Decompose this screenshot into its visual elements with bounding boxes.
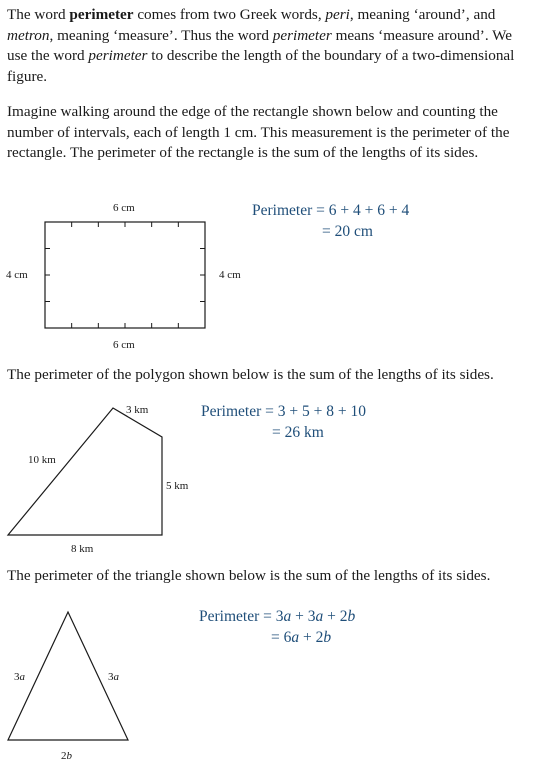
triangle-formula-line1: Perimeter = 3a + 3a + 2b bbox=[199, 608, 356, 625]
rectangle-formula-line1: Perimeter = 6 + 4 + 6 + 4 bbox=[252, 202, 410, 219]
triangle-bottom-label: 2b bbox=[61, 750, 72, 762]
rectangle-left-label: 4 cm bbox=[6, 269, 28, 281]
rectangle-formula-line2: = 20 cm bbox=[322, 223, 373, 240]
rectangle-interval-ticks bbox=[45, 222, 205, 328]
intro-paragraph: The word perimeter comes from two Greek words, peri, meaning ‘around’, and metron, meaning ‘measure’. Thus the word perimeter means ‘measure around’. We use the word perimeter to describe the length of the boundary of a two-dimensional figure. bbox=[7, 6, 515, 85]
triangle-left-label: 3a bbox=[14, 671, 25, 683]
polygon-slant-label: 10 km bbox=[28, 454, 56, 466]
polygon-shape bbox=[8, 408, 162, 535]
rectangle-shape bbox=[45, 222, 205, 328]
triangle-formula-line2: = 6a + 2b bbox=[271, 629, 332, 646]
polygon-top-label: 3 km bbox=[126, 404, 149, 416]
rectangle-paragraph: Imagine walking around the edge of the rectangle shown below and counting the number of intervals, each of length 1 cm. This measurement is the perimeter of the rectangle. The perimeter of the rectangle is the sum of the lengths of its sides. bbox=[7, 103, 510, 161]
polygon-paragraph: The perimeter of the polygon shown below is the sum of the lengths of its sides. bbox=[7, 366, 494, 383]
rectangle-bottom-label: 6 cm bbox=[113, 339, 135, 351]
polygon-formula-line2: = 26 km bbox=[272, 424, 324, 441]
triangle-paragraph: The perimeter of the triangle shown below is the sum of the lengths of its sides. bbox=[7, 567, 491, 584]
polygon-right-label: 5 km bbox=[166, 480, 189, 492]
polygon-figure bbox=[0, 400, 200, 540]
triangle-right-label: 3a bbox=[108, 671, 119, 683]
rectangle-right-label: 4 cm bbox=[219, 269, 241, 281]
rectangle-top-label: 6 cm bbox=[113, 202, 135, 214]
term-perimeter: perimeter bbox=[69, 6, 134, 23]
polygon-bottom-label: 8 km bbox=[71, 543, 94, 555]
polygon-formula-line1: Perimeter = 3 + 5 + 8 + 10 bbox=[201, 403, 366, 420]
